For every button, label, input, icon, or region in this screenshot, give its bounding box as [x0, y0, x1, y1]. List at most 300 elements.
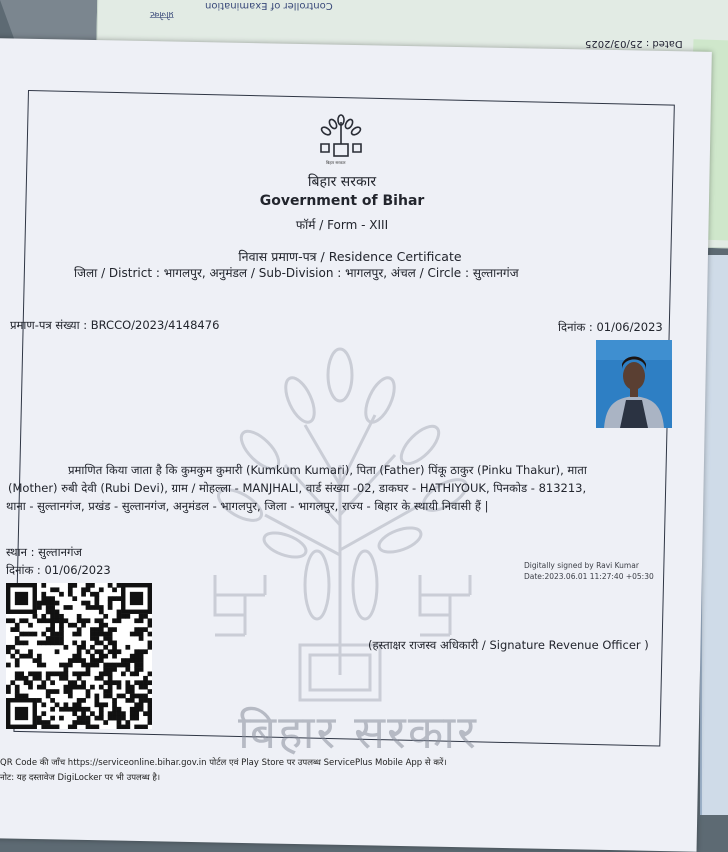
- qr-module: [134, 711, 139, 716]
- qr-module: [59, 716, 64, 721]
- qr-module: [68, 685, 73, 690]
- person-photo-icon: [596, 340, 672, 428]
- qr-module: [130, 658, 135, 663]
- qr-module: [103, 636, 108, 641]
- qr-module: [50, 725, 55, 729]
- qr-module: [37, 716, 42, 721]
- qr-module: [112, 711, 117, 716]
- qr-module: [90, 627, 95, 632]
- qr-module: [148, 645, 152, 650]
- qr-module: [15, 623, 20, 628]
- qr-module: [121, 725, 126, 729]
- qr-module: [55, 702, 60, 707]
- qr-module: [99, 658, 104, 663]
- qr-module: [86, 716, 91, 721]
- qr-module: [86, 663, 91, 668]
- qr-module: [148, 641, 152, 646]
- qr-module: [99, 623, 104, 628]
- qr-module: [130, 689, 135, 694]
- qr-module: [10, 627, 15, 632]
- qr-module: [72, 583, 77, 588]
- qr-module: [86, 601, 91, 606]
- qr-module: [112, 627, 117, 632]
- qr-module: [108, 636, 113, 641]
- qr-module: [86, 605, 91, 610]
- qr-module: [55, 632, 60, 637]
- qr-module: [68, 689, 73, 694]
- qr-module: [139, 618, 144, 623]
- qr-module: [99, 587, 104, 592]
- background-officer-text: प्रोजेक्ट: [150, 9, 174, 19]
- qr-module: [81, 658, 86, 663]
- qr-module: [99, 605, 104, 610]
- qr-module: [68, 583, 73, 588]
- qr-module: [94, 632, 99, 637]
- qr-module: [94, 658, 99, 663]
- qr-module: [148, 623, 152, 628]
- qr-module: [139, 725, 144, 729]
- qr-module: [55, 689, 60, 694]
- qr-module: [55, 610, 60, 615]
- qr-module: [37, 618, 42, 623]
- qr-module: [99, 641, 104, 646]
- qr-module: [15, 649, 20, 654]
- qr-module: [139, 702, 144, 707]
- qr-module: [50, 601, 55, 606]
- qr-module: [28, 632, 33, 637]
- qr-module: [33, 676, 38, 681]
- qr-module: [72, 680, 77, 685]
- qr-module: [64, 667, 69, 672]
- qr-module: [108, 632, 113, 637]
- qr-module: [117, 711, 122, 716]
- place: स्थान : सुल्तानगंज: [6, 545, 82, 559]
- qr-module: [46, 601, 51, 606]
- qr-module: [99, 716, 104, 721]
- qr-module: [94, 649, 99, 654]
- qr-module: [64, 676, 69, 681]
- qr-module: [64, 605, 69, 610]
- signature-date: Date:2023.06.01 11:27:40 +05:30: [524, 572, 654, 581]
- qr-module: [103, 689, 108, 694]
- qr-module: [64, 685, 69, 690]
- qr-module: [121, 716, 126, 721]
- qr-module: [125, 680, 130, 685]
- qr-module: [134, 667, 139, 672]
- qr-module: [103, 654, 108, 659]
- qr-module: [139, 636, 144, 641]
- qr-module: [94, 676, 99, 681]
- qr-module: [15, 685, 20, 690]
- qr-module: [59, 676, 64, 681]
- qr-module: [55, 636, 60, 641]
- qr-module: [46, 627, 51, 632]
- qr-module: [15, 694, 20, 699]
- qr-module: [148, 680, 152, 685]
- qr-module: [143, 711, 148, 716]
- qr-module: [117, 618, 122, 623]
- qr-module: [37, 685, 42, 690]
- qr-module: [77, 720, 82, 725]
- qr-module: [72, 685, 77, 690]
- qr-module: [86, 725, 91, 729]
- qr-module: [130, 671, 135, 676]
- qr-module: [46, 618, 51, 623]
- govt-english: Government of Bihar: [259, 193, 425, 209]
- qr-module: [50, 614, 55, 619]
- qr-module: [15, 671, 20, 676]
- qr-module: [28, 671, 33, 676]
- qr-module: [94, 605, 99, 610]
- qr-module: [121, 614, 126, 619]
- qr-module: [28, 680, 33, 685]
- qr-module: [117, 725, 122, 729]
- qr-module: [94, 601, 99, 606]
- qr-module: [68, 680, 73, 685]
- qr-module: [19, 671, 24, 676]
- qr-module: [103, 694, 108, 699]
- qr-module: [143, 725, 148, 729]
- qr-module: [148, 689, 152, 694]
- qr-module: [139, 694, 144, 699]
- qr-module: [103, 680, 108, 685]
- qr-module: [15, 627, 20, 632]
- qr-module: [77, 632, 82, 637]
- qr-module: [24, 618, 29, 623]
- qr-module: [77, 707, 82, 712]
- qr-module: [134, 707, 139, 712]
- qr-module: [121, 663, 126, 668]
- qr-module: [99, 632, 104, 637]
- qr-module: [134, 671, 139, 676]
- qr-module: [72, 641, 77, 646]
- qr-module: [68, 707, 73, 712]
- jurisdiction-line: जिला / District : भागलपुर, अनुमंडल / Sub-Division : भागलपुर, अंचल / Circle : सुल्तानगंज: [74, 266, 519, 280]
- qr-module: [24, 680, 29, 685]
- qr-module: [143, 694, 148, 699]
- qr-module: [41, 680, 46, 685]
- qr-module: [112, 645, 117, 650]
- date-bottom: दिनांक : 01/06/2023: [6, 563, 111, 577]
- qr-module: [86, 694, 91, 699]
- qr-module: [6, 649, 11, 654]
- signed-by: Digitally signed by Ravi Kumar: [524, 561, 639, 570]
- qr-module: [19, 654, 24, 659]
- qr-module: [99, 685, 104, 690]
- qr-module: [143, 698, 148, 703]
- qr-module: [125, 614, 130, 619]
- qr-module: [148, 698, 152, 703]
- qr-module: [15, 676, 20, 681]
- qr-module: [72, 654, 77, 659]
- qr-module: [139, 658, 144, 663]
- qr-module: [24, 694, 29, 699]
- qr-module: [64, 707, 69, 712]
- qr-module: [90, 605, 95, 610]
- qr-module: [117, 720, 122, 725]
- qr-module: [125, 725, 130, 729]
- qr-module: [125, 720, 130, 725]
- qr-module: [46, 671, 51, 676]
- qr-module: [81, 601, 86, 606]
- qr-module: [112, 587, 117, 592]
- footer-line-2: नोट: यह दस्तावेज DigiLocker पर भी उपलब्ध है।: [0, 773, 161, 783]
- qr-module: [90, 636, 95, 641]
- qr-module: [117, 716, 122, 721]
- qr-module: [72, 671, 77, 676]
- qr-module: [103, 645, 108, 650]
- qr-module: [90, 632, 95, 637]
- dated-label: Dated :: [645, 38, 683, 49]
- qr-module: [112, 596, 117, 601]
- qr-module: [33, 658, 38, 663]
- qr-module: [103, 623, 108, 628]
- qr-module: [55, 641, 60, 646]
- qr-module: [64, 645, 69, 650]
- qr-module: [117, 583, 122, 588]
- qr-module: [77, 645, 82, 650]
- qr-module: [59, 592, 64, 597]
- qr-module: [117, 680, 122, 685]
- qr-module: [15, 663, 20, 668]
- qr-module: [19, 676, 24, 681]
- qr-module: [108, 671, 113, 676]
- qr-module: [117, 596, 122, 601]
- qr-code-icon: [6, 583, 152, 729]
- qr-finder: [130, 592, 143, 605]
- qr-module: [50, 689, 55, 694]
- qr-module: [139, 614, 144, 619]
- qr-module: [46, 676, 51, 681]
- qr-module: [143, 685, 148, 690]
- qr-module: [68, 725, 73, 729]
- qr-module: [64, 702, 69, 707]
- qr-module: [108, 605, 113, 610]
- qr-module: [28, 649, 33, 654]
- qr-module: [77, 702, 82, 707]
- qr-module: [50, 623, 55, 628]
- qr-module: [90, 583, 95, 588]
- qr-module: [134, 632, 139, 637]
- body-line-1: प्रमाणित किया जाता है कि कुमकुम कुमारी (Kumkum Kumari), पिता (Father) पिंकू ठाकुर (Pinku Thakur), माता: [68, 463, 587, 477]
- qr-module: [139, 663, 144, 668]
- qr-module: [117, 685, 122, 690]
- qr-module: [77, 676, 82, 681]
- qr-module: [50, 605, 55, 610]
- qr-module: [117, 614, 122, 619]
- qr-module: [81, 711, 86, 716]
- qr-module: [134, 658, 139, 663]
- qr-module: [108, 716, 113, 721]
- qr-module: [81, 587, 86, 592]
- qr-module: [125, 689, 130, 694]
- qr-module: [55, 618, 60, 623]
- qr-module: [139, 654, 144, 659]
- qr-module: [121, 658, 126, 663]
- qr-module: [112, 663, 117, 668]
- qr-module: [117, 694, 122, 699]
- qr-module: [37, 671, 42, 676]
- qr-module: [148, 618, 152, 623]
- qr-module: [112, 641, 117, 646]
- qr-module: [68, 623, 73, 628]
- qr-module: [108, 627, 113, 632]
- qr-module: [125, 667, 130, 672]
- qr-module: [103, 632, 108, 637]
- qr-code: [6, 583, 152, 729]
- qr-module: [108, 711, 113, 716]
- qr-module: [134, 702, 139, 707]
- certificate-number: प्रमाण-पत्र संख्या : BRCCO/2023/4148476: [10, 318, 220, 332]
- qr-module: [19, 632, 24, 637]
- qr-module: [68, 694, 73, 699]
- qr-module: [134, 694, 139, 699]
- qr-module: [99, 649, 104, 654]
- qr-module: [143, 627, 148, 632]
- qr-module: [77, 685, 82, 690]
- qr-module: [33, 614, 38, 619]
- qr-module: [33, 632, 38, 637]
- qr-module: [112, 698, 117, 703]
- qr-module: [125, 658, 130, 663]
- qr-module: [46, 694, 51, 699]
- qr-module: [50, 587, 55, 592]
- qr-module: [59, 641, 64, 646]
- qr-module: [50, 641, 55, 646]
- qr-module: [139, 685, 144, 690]
- qr-module: [117, 610, 122, 615]
- qr-module: [94, 725, 99, 729]
- qr-module: [37, 601, 42, 606]
- certificate-title: निवास प्रमाण-पत्र / Residence Certificate: [238, 249, 462, 264]
- qr-module: [55, 725, 60, 729]
- form-number: फॉर्म / Form - XIII: [295, 218, 389, 232]
- qr-module: [81, 698, 86, 703]
- qr-module: [77, 671, 82, 676]
- qr-module: [108, 596, 113, 601]
- signature-label: (हस्ताक्षर राजस्व अधिकारी / Signature Revenue Officer ): [368, 638, 649, 652]
- qr-module: [59, 632, 64, 637]
- qr-module: [94, 694, 99, 699]
- qr-module: [103, 614, 108, 619]
- qr-module: [134, 716, 139, 721]
- qr-module: [24, 641, 29, 646]
- qr-module: [81, 618, 86, 623]
- qr-module: [37, 658, 42, 663]
- qr-module: [90, 645, 95, 650]
- qr-module: [6, 618, 11, 623]
- qr-module: [125, 663, 130, 668]
- qr-module: [55, 587, 60, 592]
- qr-module: [108, 694, 113, 699]
- qr-module: [72, 702, 77, 707]
- qr-module: [94, 698, 99, 703]
- qr-module: [55, 614, 60, 619]
- qr-module: [81, 641, 86, 646]
- qr-module: [130, 685, 135, 690]
- qr-module: [24, 632, 29, 637]
- qr-module: [72, 725, 77, 729]
- qr-module: [37, 663, 42, 668]
- qr-module: [112, 618, 117, 623]
- qr-module: [143, 676, 148, 681]
- qr-module: [99, 702, 104, 707]
- qr-module: [112, 702, 117, 707]
- qr-module: [68, 605, 73, 610]
- qr-module: [148, 707, 152, 712]
- qr-module: [24, 654, 29, 659]
- qr-module: [64, 689, 69, 694]
- qr-module: [117, 663, 122, 668]
- qr-module: [46, 610, 51, 615]
- qr-module: [10, 654, 15, 659]
- qr-module: [103, 667, 108, 672]
- qr-module: [59, 618, 64, 623]
- qr-module: [81, 707, 86, 712]
- qr-module: [108, 667, 113, 672]
- qr-module: [50, 698, 55, 703]
- qr-module: [148, 702, 152, 707]
- qr-module: [77, 654, 82, 659]
- qr-module: [90, 685, 95, 690]
- qr-module: [99, 627, 104, 632]
- qr-module: [41, 720, 46, 725]
- qr-module: [108, 663, 113, 668]
- qr-module: [50, 610, 55, 615]
- qr-module: [148, 671, 152, 676]
- qr-module: [33, 671, 38, 676]
- qr-module: [41, 592, 46, 597]
- qr-module: [108, 689, 113, 694]
- qr-module: [15, 689, 20, 694]
- qr-module: [148, 632, 152, 637]
- qr-module: [125, 698, 130, 703]
- background-dated: [585, 38, 683, 49]
- qr-module: [94, 663, 99, 668]
- qr-finder: [15, 592, 28, 605]
- qr-module: [108, 641, 113, 646]
- qr-module: [94, 627, 99, 632]
- qr-module: [81, 592, 86, 597]
- qr-module: [117, 649, 122, 654]
- qr-module: [68, 658, 73, 663]
- qr-module: [121, 711, 126, 716]
- qr-module: [41, 614, 46, 619]
- qr-module: [50, 636, 55, 641]
- qr-module: [41, 725, 46, 729]
- qr-module: [46, 720, 51, 725]
- qr-module: [125, 685, 130, 690]
- qr-module: [139, 698, 144, 703]
- qr-module: [10, 680, 15, 685]
- qr-module: [55, 671, 60, 676]
- qr-module: [103, 671, 108, 676]
- qr-module: [108, 680, 113, 685]
- qr-module: [139, 680, 144, 685]
- qr-module: [99, 654, 104, 659]
- qr-module: [55, 649, 60, 654]
- qr-module: [90, 663, 95, 668]
- qr-module: [86, 649, 91, 654]
- qr-module: [59, 707, 64, 712]
- qr-module: [139, 632, 144, 637]
- qr-module: [64, 671, 69, 676]
- qr-module: [112, 707, 117, 712]
- qr-module: [72, 720, 77, 725]
- qr-module: [81, 716, 86, 721]
- qr-module: [59, 636, 64, 641]
- qr-module: [117, 707, 122, 712]
